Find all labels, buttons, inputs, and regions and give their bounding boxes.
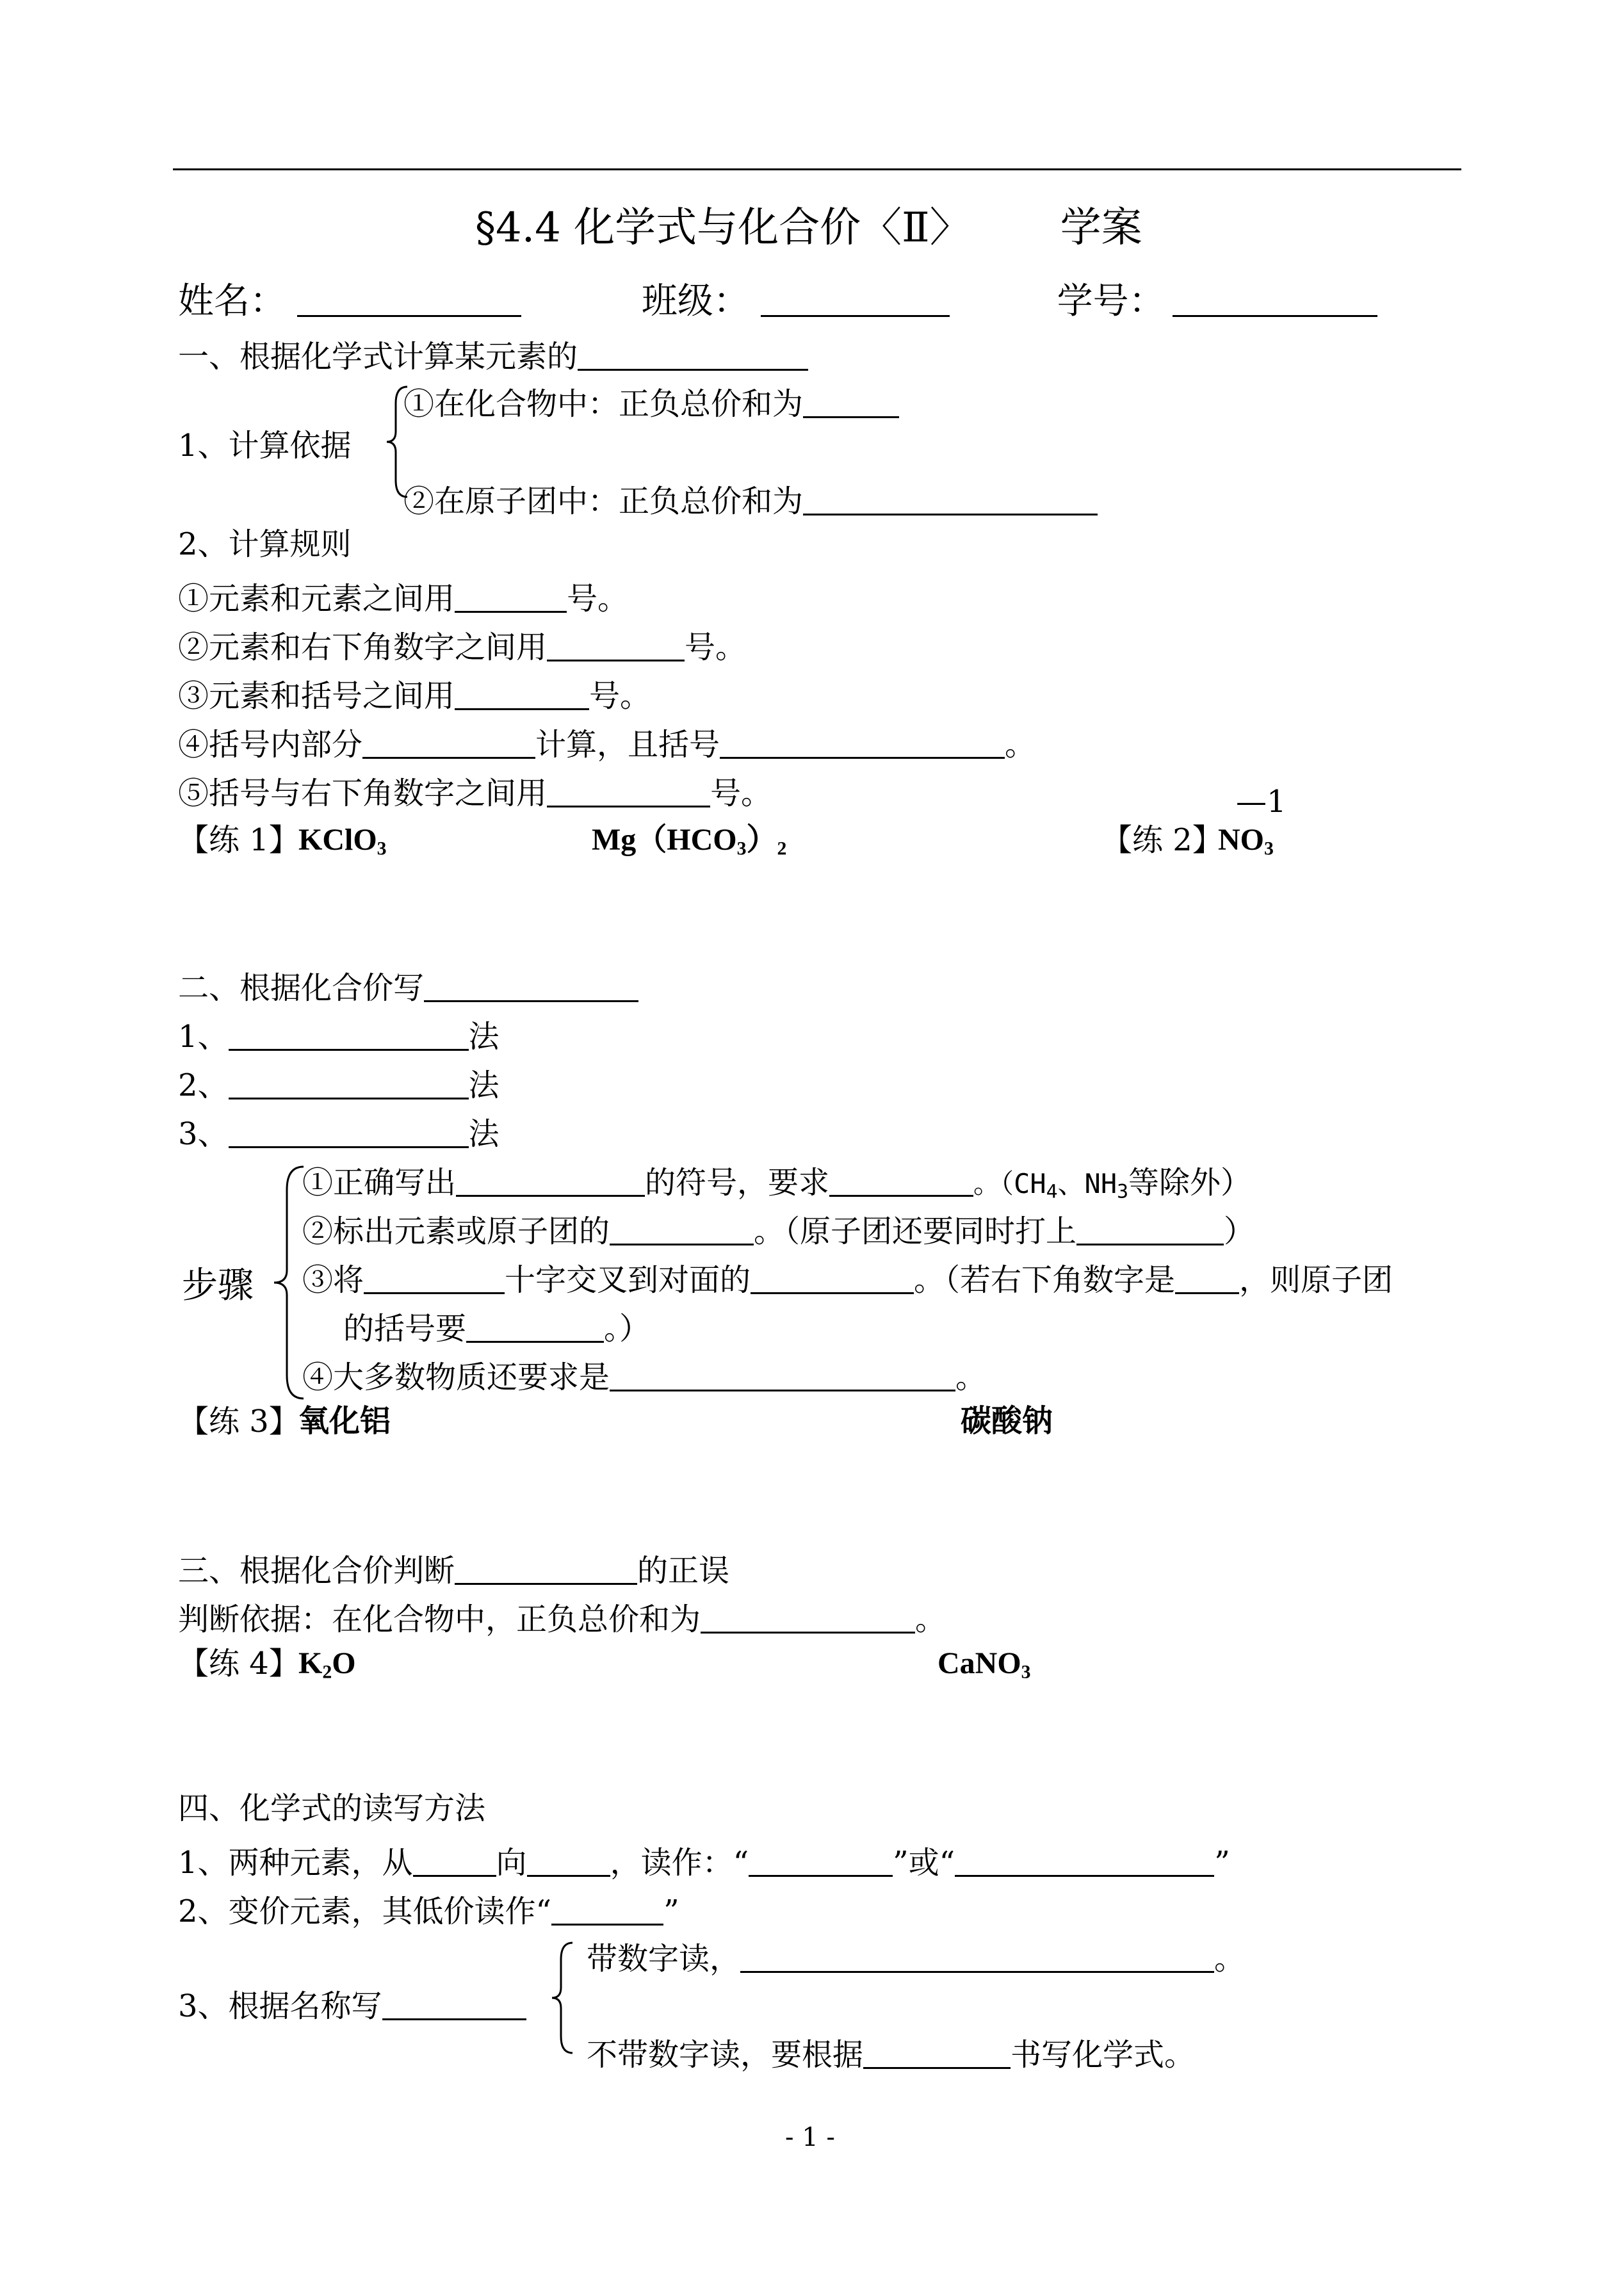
ex3-aluminium-oxide: 氧化铝: [298, 1404, 391, 1438]
step-3-cont: 的括号要 。）: [343, 1308, 650, 1344]
blank[interactable]: [955, 1842, 1214, 1877]
blank[interactable]: [751, 1259, 914, 1294]
basis-item-2: ②在原子团中：正负总价和为: [403, 480, 1098, 517]
blank[interactable]: [547, 626, 685, 661]
blank[interactable]: [749, 1842, 893, 1877]
blank[interactable]: [229, 1064, 469, 1099]
blank[interactable]: [382, 1985, 526, 2020]
blank[interactable]: [863, 2034, 1011, 2069]
blank[interactable]: [413, 1842, 496, 1877]
blank[interactable]: [466, 1308, 604, 1343]
basis-item-1: ①在化合物中：正负总价和为: [403, 383, 899, 419]
blank[interactable]: [424, 967, 638, 1002]
left-brace: [270, 1164, 306, 1401]
blank[interactable]: [803, 383, 899, 418]
rule-4: ④括号内部分 计算，且括号 。: [178, 724, 1035, 760]
blank[interactable]: [803, 480, 1098, 515]
rw-line-3-option-1: 带数字读， 。: [587, 1938, 1245, 1974]
basis-label: 1、计算依据: [178, 428, 352, 464]
left-brace: [549, 1940, 575, 2056]
steps-label: 步骤: [182, 1265, 254, 1306]
header-rule: [173, 168, 1461, 170]
ex2-formula-no3: $NO_3$: [1218, 823, 1274, 859]
blank[interactable]: [527, 1842, 610, 1877]
blank[interactable]: [364, 1259, 505, 1294]
blank[interactable]: [455, 1550, 637, 1585]
section-2-heading: 二、根据化合价写: [178, 967, 638, 1003]
blank[interactable]: [551, 1890, 663, 1926]
exercise-1-label: 【练 1】: [178, 822, 300, 858]
blank[interactable]: [829, 1162, 973, 1197]
blank[interactable]: [740, 1938, 1214, 1973]
blank[interactable]: [455, 578, 567, 613]
class-field[interactable]: [761, 282, 950, 317]
method-3: 3、 法: [178, 1113, 499, 1149]
section-1-heading: 一、根据化学式计算某元素的: [178, 336, 808, 372]
blank[interactable]: [455, 675, 589, 710]
exercise-3-label: 【练 3】: [178, 1404, 300, 1439]
step-1: ①正确写出 的符号，要求 。（$CH_4$、$NH_3$等除外）: [302, 1162, 1251, 1198]
rule-5: ⑤括号与右下角数字之间用 号。: [178, 772, 772, 809]
rule-2: ②元素和右下角数字之间用 号。: [178, 626, 746, 663]
blank[interactable]: [229, 1016, 469, 1051]
rw-line-1: 1、两种元素，从 向 ，读作：“ ”或“ ”: [178, 1842, 1230, 1878]
blank[interactable]: [701, 1598, 915, 1634]
blank[interactable]: [1175, 1259, 1239, 1294]
blank[interactable]: [547, 772, 710, 807]
method-2: 2、 法: [178, 1064, 499, 1101]
ex1-formula-mg-hco3: $Mg(HCO_3)_2$: [592, 823, 787, 859]
page-title: §4.4 化学式与化合价〈Ⅱ〉 学案: [475, 204, 1142, 252]
section-3-heading: 三、根据化合价判断 的正误: [178, 1550, 729, 1586]
rw-line-2: 2、变价元素，其低价读作“ ”: [178, 1890, 679, 1927]
section-4-heading: 四、化学式的读写方法: [178, 1790, 486, 1826]
ex1-formula-kclo3: KClO$_3$: [298, 823, 387, 859]
section-3-basis: 判断依据：在化合物中，正负总价和为 。: [178, 1598, 946, 1635]
blank[interactable]: [456, 1162, 645, 1197]
name-field[interactable]: [297, 282, 521, 317]
blank[interactable]: [229, 1113, 469, 1148]
blank[interactable]: [610, 1356, 955, 1391]
exercise-4-label: 【练 4】: [178, 1646, 300, 1682]
student-info-row: 姓名： 班级： 学号：: [178, 282, 1377, 320]
step-2: ②标出元素或原子团的 。（原子团还要同时打上 ）: [302, 1210, 1255, 1247]
step-3: ③将 十字交叉到对面的 。（若右下角数字是 ，则原子团: [302, 1259, 1393, 1295]
blank[interactable]: [578, 336, 808, 371]
step-4: ④大多数物质还要求是 。: [302, 1356, 986, 1393]
rules-label: 2、计算规则: [178, 526, 352, 562]
blank[interactable]: [610, 1210, 754, 1245]
exercise-2-label: 【练 2】: [1101, 822, 1223, 858]
ex2-charge: —1: [1236, 784, 1287, 820]
blank[interactable]: [1076, 1210, 1224, 1245]
student-id-field[interactable]: [1173, 282, 1377, 317]
page-number: - 1 -: [785, 2123, 835, 2152]
rw-line-3-label: 3、根据名称写: [178, 1985, 526, 2022]
rule-1: ①元素和元素之间用 号。: [178, 578, 628, 614]
ex4-formula-k2o: $K_2O$: [298, 1646, 356, 1683]
blank[interactable]: [362, 724, 535, 759]
blank[interactable]: [720, 724, 1005, 759]
rw-line-3-option-2: 不带数字读，要根据 书写化学式。: [587, 2034, 1195, 2070]
rule-3: ③元素和括号之间用 号。: [178, 675, 651, 711]
ex3-sodium-carbonate: 碳酸钠: [961, 1404, 1053, 1438]
method-1: 1、 法: [178, 1016, 499, 1052]
ex4-formula-cano3: CaNO$_3$: [938, 1646, 1031, 1683]
